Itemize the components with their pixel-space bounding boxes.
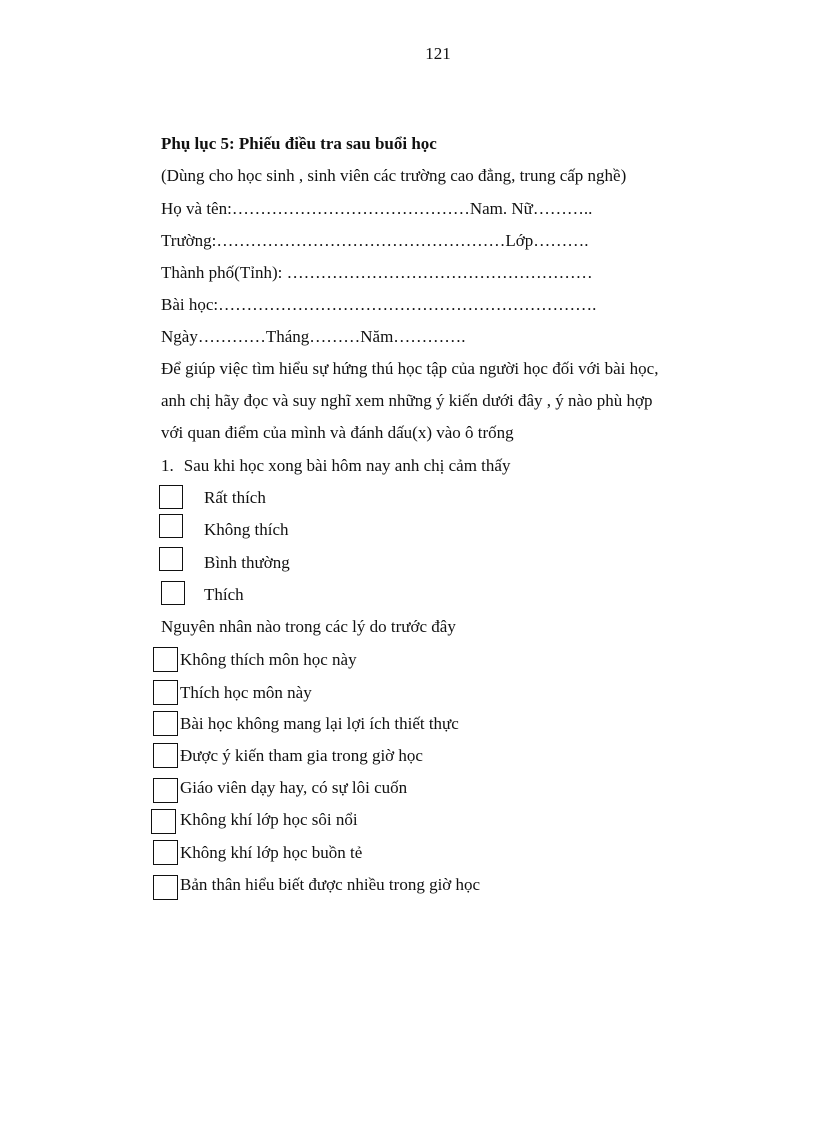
city-field[interactable]: Thành phố(Tỉnh): ……………………………………………… [161, 263, 593, 282]
q2-option-6[interactable] [151, 809, 651, 833]
option-label: Không thích [204, 520, 289, 539]
checkbox[interactable] [153, 680, 178, 705]
option-label: Không thích môn học này [180, 650, 357, 669]
option-label: Thích [204, 585, 244, 604]
page-title: Phụ lục 5: Phiếu điều tra sau buổi học [161, 134, 437, 153]
page-subtitle: (Dùng cho học sinh , sinh viên các trường cao đẳng, trung cấp nghề) [161, 166, 627, 185]
checkbox[interactable] [151, 809, 176, 834]
option-label: Thích học môn này [180, 683, 312, 702]
checkbox[interactable] [159, 547, 183, 571]
option-label: Được ý kiến tham gia trong giờ học [180, 746, 423, 765]
question-1-number: 1. [161, 456, 174, 475]
q2-option-1[interactable] [153, 647, 653, 671]
q2-option-7[interactable] [153, 840, 653, 864]
question-1 [161, 456, 510, 476]
q2-option-5[interactable] [153, 778, 653, 802]
option-label: Không khí lớp học buồn tẻ [180, 843, 363, 862]
page-number: 121 [425, 44, 451, 63]
q2-option-8[interactable] [153, 875, 653, 899]
q1-option-khong-thich[interactable] [159, 514, 459, 538]
checkbox[interactable] [153, 840, 178, 865]
checkbox[interactable] [153, 647, 178, 672]
question-2: Nguyên nhân nào trong các lý do trước đây [161, 617, 456, 636]
lesson-field[interactable]: Bài học:…………………………………………………………. [161, 295, 597, 314]
checkbox[interactable] [153, 778, 178, 803]
checkbox[interactable] [159, 485, 183, 509]
instruction-line-3: với quan điểm của mình và đánh dấu(x) vào ô trống [161, 423, 514, 442]
instruction-line-2: anh chị hãy đọc và suy nghĩ xem những ý kiến dưới đây , ý nào phù hợp [161, 391, 653, 410]
checkbox[interactable] [161, 581, 185, 605]
school-field[interactable]: Trường:……………………………………………Lớp………. [161, 231, 589, 250]
name-field[interactable]: Họ và tên:……………………………………Nam. Nữ……….. [161, 199, 593, 218]
option-label: Bản thân hiểu biết được nhiều trong giờ học [180, 875, 481, 894]
question-1-text: Sau khi học xong bài hôm nay anh chị cảm thấy [183, 456, 511, 475]
checkbox[interactable] [159, 514, 183, 538]
checkbox[interactable] [153, 743, 178, 768]
option-label: Bài học không mang lại lợi ích thiết thực [180, 714, 459, 733]
option-label: Giáo viên dạy hay, có sự lôi cuốn [180, 778, 408, 797]
q2-option-2[interactable] [153, 680, 653, 704]
date-field[interactable]: Ngày…………Tháng………Năm…………. [161, 327, 466, 346]
q1-option-thich[interactable] [161, 581, 461, 605]
q2-option-4[interactable] [153, 743, 653, 767]
option-label: Bình thường [204, 553, 290, 572]
checkbox[interactable] [153, 711, 178, 736]
q1-option-binh-thuong[interactable] [159, 547, 459, 571]
q1-option-rat-thich[interactable] [159, 485, 459, 509]
instruction-line-1: Để giúp việc tìm hiểu sự hứng thú học tập của người học đối với bài học, [161, 359, 659, 378]
option-label: Rất thích [204, 488, 266, 507]
option-label: Không khí lớp học sôi nổi [180, 810, 358, 829]
q2-option-3[interactable] [153, 711, 653, 735]
checkbox[interactable] [153, 875, 178, 900]
